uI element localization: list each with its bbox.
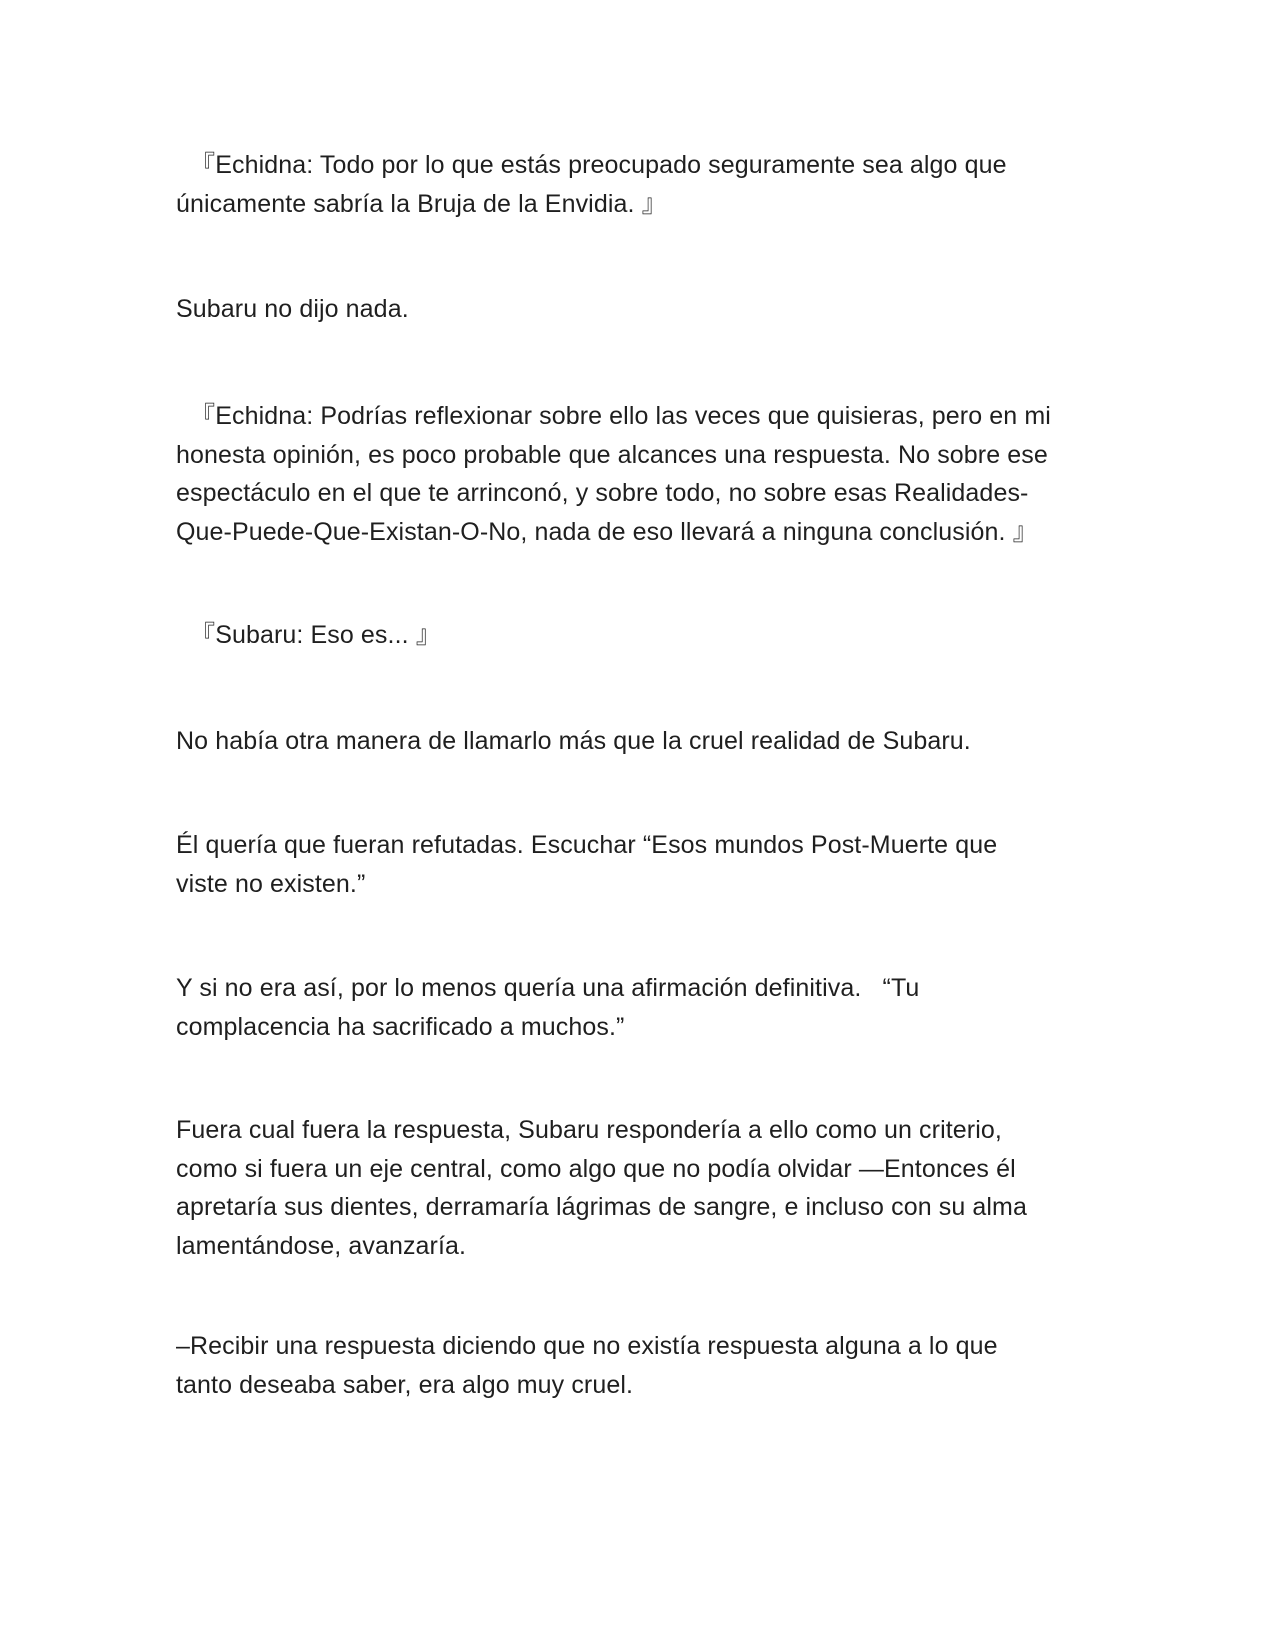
text-line: honesta opinión, es poco probable que alcances una respuesta. No sobre ese xyxy=(176,440,1048,469)
text-line: 『Echidna: Podrías reflexionar sobre ello las veces que quisieras, pero en mi xyxy=(176,402,1051,430)
text-line: viste no existen.” xyxy=(176,869,366,898)
text-line: –Recibir una respuesta diciendo que no existía respuesta alguna a lo que xyxy=(176,1332,998,1360)
text-line: No había otra manera de llamarlo más que la cruel realidad de Subaru. xyxy=(176,727,971,755)
paragraph-subaru-silent xyxy=(176,290,1106,329)
paragraph-no-answer xyxy=(176,1327,1106,1404)
paragraph-refuted xyxy=(176,826,1106,903)
text-line: espectáculo en el que te arrinconó, y sobre todo, no sobre esas Realidades- xyxy=(176,479,1029,507)
text-line: complacencia ha sacrificado a muchos.” xyxy=(176,1012,625,1041)
text-line: Subaru no dijo nada. xyxy=(176,295,409,323)
paragraph-affirmation xyxy=(176,969,1106,1046)
paragraph-criterion xyxy=(176,1111,1106,1265)
text-line: lamentándose, avanzaría. xyxy=(176,1231,467,1260)
text-line: 『Echidna: Todo por lo que estás preocupado seguramente sea algo que xyxy=(176,151,1007,179)
text-line: Fuera cual fuera la respuesta, Subaru respondería a ello como un criterio, xyxy=(176,1116,1002,1144)
text-line: 『Subaru: Eso es... 』 xyxy=(176,621,441,649)
text-line: Que-Puede-Que-Existan-O-No, nada de eso llevará a ninguna conclusión. 』 xyxy=(176,517,1038,546)
text-line: apretaría sus dientes, derramaría lágrimas de sangre, e incluso con su alma xyxy=(176,1193,1027,1221)
paragraph-echidna-reflection xyxy=(176,397,1106,551)
text-line: como si fuera un eje central, como algo que no podía olvidar —Entonces él xyxy=(176,1154,1016,1183)
text-line: únicamente sabría la Bruja de la Envidia. 』 xyxy=(176,189,667,218)
paragraph-echidna-envy xyxy=(176,146,1106,223)
text-line: tanto deseaba saber, era algo muy cruel. xyxy=(176,1370,634,1399)
text-line: Él quería que fueran refutadas. Escuchar “Esos mundos Post-Muerte que xyxy=(176,831,998,859)
text-line: Y si no era así, por lo menos quería una afirmación definitiva. “Tu xyxy=(176,974,920,1002)
paragraph-subaru-dialogue xyxy=(176,616,1106,655)
paragraph-cruel-reality xyxy=(176,722,1106,761)
